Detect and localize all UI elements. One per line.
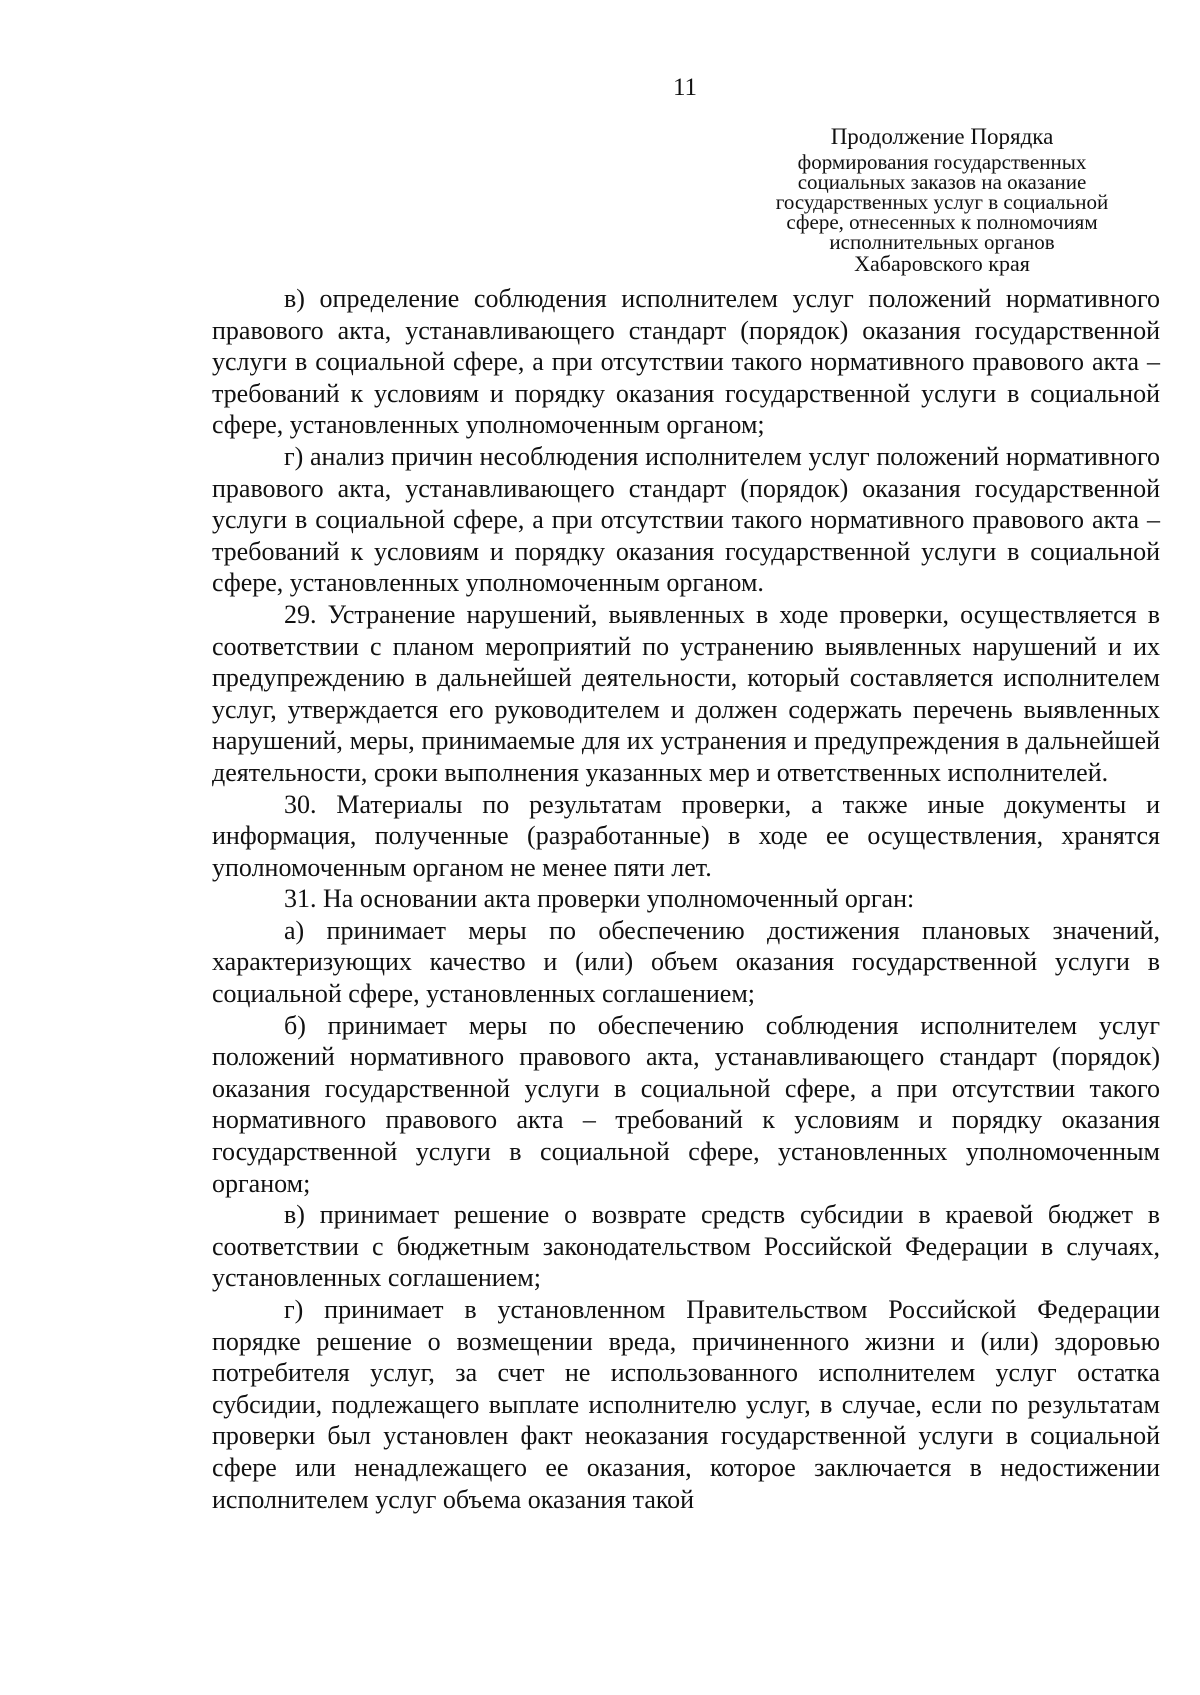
appendix-header-line: социальных заказов на оказание [797,170,1087,194]
appendix-header-title: Продолжение Порядка [830,124,1054,149]
paragraph-31-item-g: г) принимает в установленном Правительством Российской Федерации порядке решение о возмещении вреда, причиненного жизни и (или) здоровью потребителя услуг, за счет не использованного исполнителем услуг остатка субсидии, подлежащего выплате исполнителю услуг, в случае, если по результатам проверки был установлен факт неоказания государственной услуги в социальной сфере или ненадлежащего ее оказания, которое заключается в недостижении исполнителем услуг объема оказания такой [212,1295,1160,1514]
page-number: 11 [672,74,698,101]
paragraph-30: 30. Материалы по результатам проверки, а также иные документы и информация, полученные (разработанные) в ходе ее осуществления, хранятся уполномоченным органом не менее пяти лет. [212,789,1160,882]
appendix-header-line: формирования государственных [797,150,1087,174]
appendix-header [742,122,1142,276]
paragraph-31: 31. На основании акта проверки уполномоченный орган: [284,884,915,914]
appendix-header-line: исполнительных органов [829,230,1055,254]
paragraph-item-v: в) определение соблюдения исполнителем услуг положений нормативного правового акта, устанавливающего стандарт (порядок) оказания государственной услуги в социальной сфере, а при отсутствии такого нормативного правового акта – требований к условиям и порядку оказания государственной услуги в социальной сфере, установленных уполномоченным органом; [212,284,1160,440]
appendix-header-line: сфере, отнесенных к полномочиям [786,210,1098,234]
paragraph-item-g: г) анализ причин несоблюдения исполнителем услуг положений нормативного правового акта, устанавливающего стандарт (порядок) оказания государственной услуги в социальной сфере, а при отсутствии такого нормативного правового акта – требований к условиям и порядку оказания государственной услуги в социальной сфере, установленных уполномоченным органом. [212,441,1160,598]
paragraph-31-item-b: б) принимает меры по обеспечению соблюдения исполнителем услуг положений нормативного правового акта, устанавливающего стандарт (порядок) оказания государственной услуги в социальной сфере, а при отсутствии такого нормативного правового акта – требований к условиям и порядку оказания государственной услуги в социальной сфере, установленных уполномоченным органом; [212,1010,1160,1198]
appendix-header-region: Хабаровского края [854,251,1030,276]
paragraph-31-item-v: в) принимает решение о возврате средств субсидии в краевой бюджет в соответствии с бюджетным законодательством Российской Федерации в случаях, установленных соглашением; [212,1200,1160,1293]
paragraph-29: 29. Устранение нарушений, выявленных в ходе проверки, осуществляется в соответствии с планом мероприятий по устранению выявленных нарушений и их предупреждению в дальнейшей деятельности, который составляется исполнителем услуг, утверждается его руководителем и должен содержать перечень выявленных нарушений, меры, принимаемые для их устранения и предупреждения в дальнейшей деятельности, сроки выполнения указанных мер и ответственных исполнителей. [212,599,1160,787]
document-body [212,283,1160,1515]
appendix-header-line: государственных услуг в социальной [775,190,1109,214]
paragraph-31-item-a: а) принимает меры по обеспечению достижения плановых значений, характеризующих качество и (или) объем оказания государственной услуги в социальной сфере, установленных соглашением; [212,915,1160,1009]
